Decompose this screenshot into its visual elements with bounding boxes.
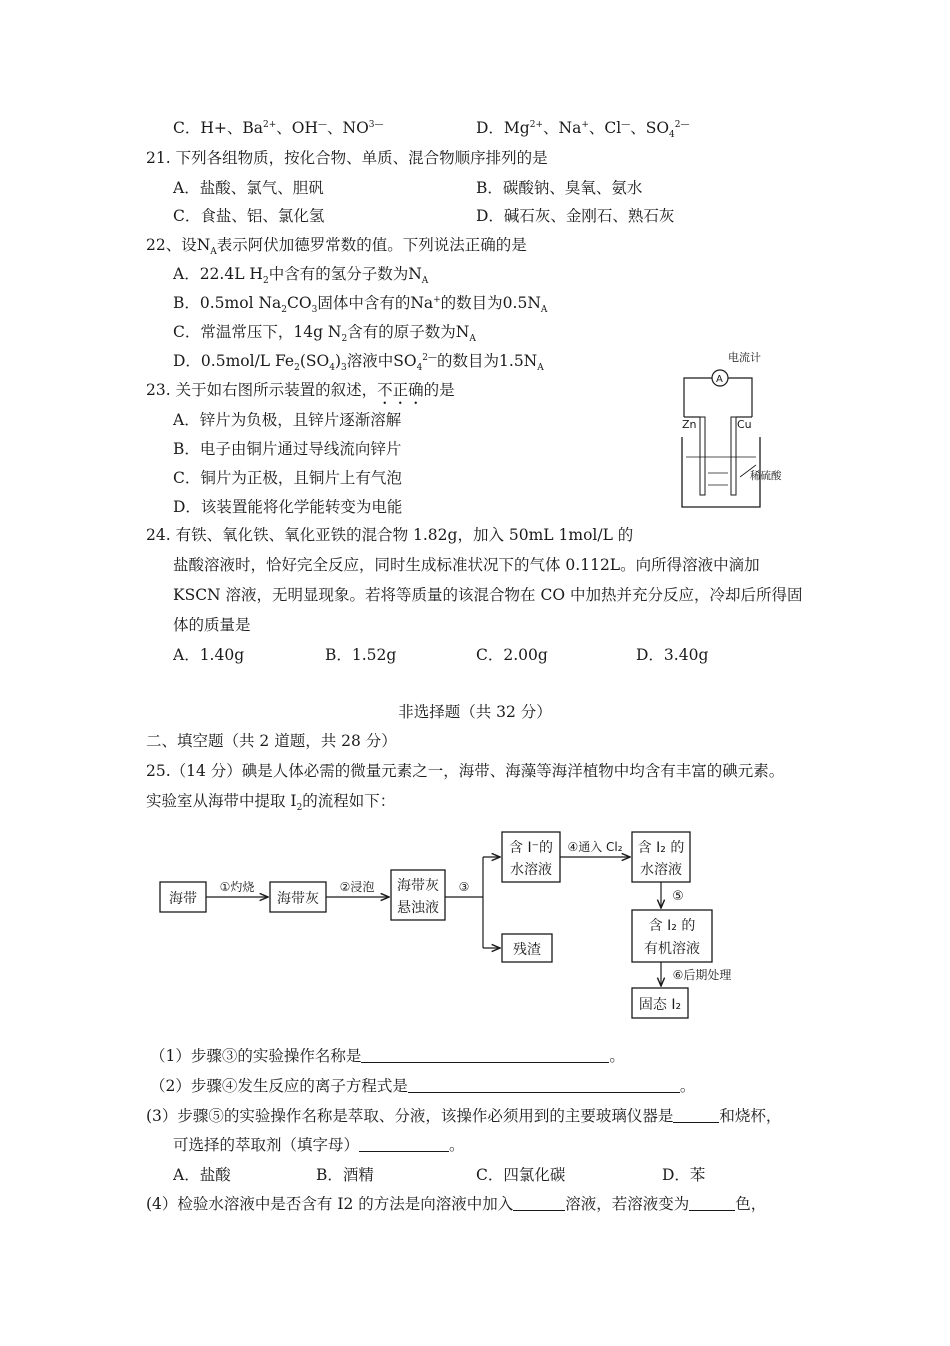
q24-option-d: D．3.40g bbox=[636, 646, 709, 664]
q22-option-d: D．0.5mol/L $Fe_2(SO_4)_3$溶液中$SO_4^{2—}$的数目为$1.5N_A$ bbox=[173, 352, 544, 374]
label-step4: ④通入 Cl₂ bbox=[567, 840, 623, 854]
q23-stem: 23. 关于如右图所示装置的叙述，不正确的是 bbox=[146, 381, 455, 399]
q22-option-c: C．常温常压下，14g $N_2$含有的原子数为$N_A$ bbox=[173, 323, 476, 345]
label-step5: ⑤ bbox=[672, 889, 684, 904]
q22-option-a: A．22.4L $H_2$中含有的氢分子数为$N_A$ bbox=[173, 265, 429, 287]
label-step1: ①灼烧 bbox=[219, 880, 255, 894]
label-step3: ③ bbox=[458, 880, 470, 894]
q21-stem: 21. 下列各组物质，按化合物、单质、混合物顺序排列的是 bbox=[146, 149, 548, 167]
left-wire bbox=[684, 378, 712, 417]
svg-text:水溶液: 水溶液 bbox=[510, 862, 552, 878]
copper-plate bbox=[731, 417, 736, 495]
galvanic-cell-figure bbox=[668, 345, 798, 515]
svg-text:水溶液: 水溶液 bbox=[640, 862, 682, 878]
q25-option-b: B．酒精 bbox=[316, 1166, 374, 1184]
q24-line-2: 盐酸溶液时，恰好完全反应，同时生成标准状况下的气体 0.112L。向所得溶液中滴加 bbox=[173, 556, 760, 574]
svg-text:残渣: 残渣 bbox=[513, 942, 541, 958]
q24-line-3: KSCN 溶液，无明显现象。若将等质量的该混合物在 CO 中加热并充分反应，冷却后所得固 bbox=[173, 586, 803, 604]
answer-blank-3b bbox=[359, 1136, 449, 1152]
answer-blank-4b bbox=[689, 1195, 735, 1211]
ammeter-label: 电流计 bbox=[728, 351, 761, 364]
q25-sub4: (4）检验水溶液中是否含有 I2 的方法是向溶液中加入 溶液，若溶液变为 色， bbox=[146, 1195, 767, 1213]
answer-blank-1 bbox=[361, 1047, 609, 1063]
q22-option-b: B．0.5mol $Na_2CO_3$固体中含有的Na+的数目为$0.5N_A$ bbox=[173, 294, 548, 316]
label-step6: ⑥后期处理 bbox=[672, 968, 732, 982]
q24-line-1: 24. 有铁、氧化铁、氧化亚铁的混合物 1.82g，加入 50mL 1mol/L 的 bbox=[146, 526, 634, 544]
zinc-plate bbox=[700, 417, 705, 495]
q24-option-b: B．1.52g bbox=[325, 646, 397, 664]
svg-text:固态 I₂: 固态 I₂ bbox=[638, 997, 682, 1013]
q23-option-b: B．电子由铜片通过导线流向锌片 bbox=[173, 440, 402, 458]
zn-electrode-label: Zn bbox=[682, 418, 697, 431]
q25-sub2: （2）步骤④发生反应的离子方程式是 。 bbox=[150, 1077, 696, 1095]
q21-option-d: D．碱石灰、金刚石、熟石灰 bbox=[476, 207, 675, 225]
ammeter-symbol: A bbox=[716, 374, 723, 385]
answer-blank-3a bbox=[673, 1107, 719, 1123]
q23-option-d: D．该装置能将化学能转变为电能 bbox=[173, 498, 403, 516]
q21-option-a: A．盐酸、氯气、胆矾 bbox=[173, 179, 324, 197]
svg-text:有机溶液: 有机溶液 bbox=[644, 941, 700, 957]
q20-option-d: D．$Mg^{2+}$、Na+、Cl—、$SO_4^{2—}$ bbox=[476, 119, 690, 141]
q25-option-d: D．苯 bbox=[662, 1166, 706, 1184]
q25-sub1: （1）步骤③的实验操作名称是 。 bbox=[150, 1047, 625, 1065]
label-step2: ②浸泡 bbox=[339, 880, 375, 894]
q23-option-a: A．锌片为负极，且锌片逐渐溶解 bbox=[173, 411, 402, 429]
q21-option-b: B．碳酸钠、臭氧、氨水 bbox=[476, 179, 643, 197]
svg-text:含 I₂ 的: 含 I₂ 的 bbox=[637, 840, 685, 856]
q21-option-c: C．食盐、铝、氯化氢 bbox=[173, 207, 325, 225]
q22-stem: 22、设$N_A$表示阿伏加德罗常数的值。下列说法正确的是 bbox=[146, 236, 527, 258]
answer-blank-2 bbox=[408, 1077, 680, 1093]
cu-electrode-label: Cu bbox=[737, 418, 752, 431]
section-title: 非选择题（共 32 分） bbox=[398, 703, 552, 721]
q25-option-a: A．盐酸 bbox=[173, 1166, 231, 1184]
svg-text:海带灰: 海带灰 bbox=[277, 891, 319, 907]
q24-option-a: A．1.40g bbox=[173, 646, 245, 664]
svg-text:含 I₂ 的: 含 I₂ 的 bbox=[648, 918, 696, 934]
right-wire bbox=[728, 378, 752, 417]
q25-line-2: 实验室从海带中提取 $I_2$的流程如下： bbox=[146, 792, 396, 814]
q24-line-4: 体的质量是 bbox=[173, 616, 251, 634]
answer-blank-4a bbox=[513, 1195, 565, 1211]
svg-text:含 I⁻的: 含 I⁻的 bbox=[509, 840, 553, 856]
q25-sub3-line2: 可选择的萃取剂（填字母） 。 bbox=[173, 1136, 465, 1154]
svg-text:悬浊液: 悬浊液 bbox=[397, 900, 439, 916]
part-two-heading: 二、填空题（共 2 道题，共 28 分） bbox=[146, 732, 397, 750]
q20-option-c: C．H+、$Ba^{2+}$、OH—、$NO^{3—}$ bbox=[173, 119, 384, 137]
svg-text:海带灰: 海带灰 bbox=[397, 878, 439, 894]
q23-option-c: C．铜片为正极，且铜片上有气泡 bbox=[173, 469, 402, 487]
q25-sub3: (3）步骤⑤的实验操作名称是萃取、分液，该操作必须用到的主要玻璃仪器是 和烧杯， bbox=[146, 1107, 782, 1125]
iodine-extraction-flowchart bbox=[150, 826, 750, 1022]
q25-option-c: C．四氯化碳 bbox=[476, 1166, 566, 1184]
svg-text:海带: 海带 bbox=[169, 891, 197, 907]
q25-line-1: 25.（14 分）碘是人体必需的微量元素之一，海带、海藻等海洋植物中均含有丰富的碘元素。 bbox=[146, 762, 785, 780]
beaker bbox=[682, 437, 760, 507]
acid-label: 稀硫酸 bbox=[750, 470, 782, 482]
q24-option-c: C．2.00g bbox=[476, 646, 548, 664]
